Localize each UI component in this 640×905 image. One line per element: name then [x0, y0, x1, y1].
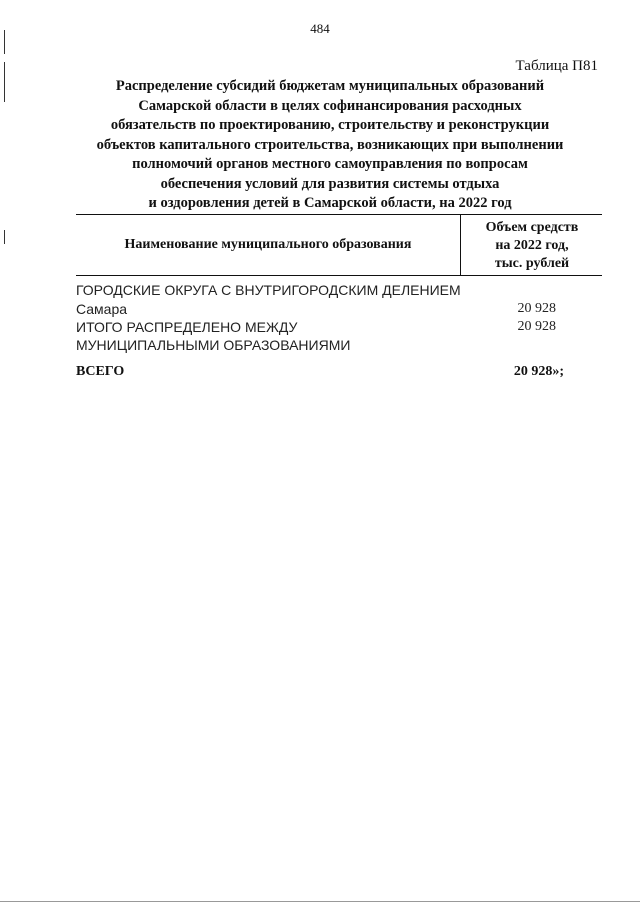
table-label: Таблица П81: [515, 58, 598, 74]
row-name: ГОРОДСКИЕ ОКРУГА С ВНУТРИГОРОДСКИМ ДЕЛЕНИЕМ: [76, 282, 461, 298]
table-body: [76, 281, 602, 381]
document-title: [60, 77, 600, 214]
total-row: [76, 363, 602, 381]
row-name: МУНИЦИПАЛЬНЫМИ ОБРАЗОВАНИЯМИ: [76, 337, 351, 353]
table-row: [76, 281, 602, 299]
table-header: [76, 214, 602, 276]
page-number: 484: [310, 21, 330, 36]
header-volume-line: тыс. рублей: [494, 256, 570, 271]
table-row: [76, 300, 602, 318]
column-divider: [460, 215, 461, 275]
title-line: Самарской области в целях софинансирования расходных: [138, 97, 522, 114]
table-row: [76, 318, 602, 336]
row-value: 20 928: [517, 301, 556, 316]
title-line: полномочий органов местного самоуправления по вопросам: [132, 156, 528, 172]
row-name: ИТОГО РАСПРЕДЕЛЕНО МЕЖДУ: [76, 319, 298, 335]
row-value: 20 928: [517, 319, 556, 334]
title-line: Распределение субсидий бюджетам муниципальных образований: [115, 78, 545, 94]
table-row: [76, 336, 602, 354]
header-volume-line: на 2022 год,: [495, 238, 569, 253]
margin-mark: [4, 230, 5, 244]
title-line: обеспечения условий для развития системы отдыха: [160, 175, 500, 192]
total-label: ВСЕГО: [76, 364, 125, 379]
title-line: и оздоровления детей в Самарской области, на 2022 год: [148, 195, 512, 211]
total-value: 20 928»;: [513, 364, 564, 379]
header-municipality: Наименование муниципального образования: [124, 237, 412, 252]
margin-mark: [4, 62, 5, 102]
title-line: объектов капитального строительства, возникающих при выполнении: [96, 136, 564, 153]
row-name: Самара: [76, 301, 128, 317]
title-line: обязательств по проектированию, строительству и реконструкции: [110, 117, 550, 133]
header-volume: [462, 219, 602, 273]
header-volume-line: Объем средств: [485, 220, 579, 235]
footer-rule: [0, 901, 640, 902]
